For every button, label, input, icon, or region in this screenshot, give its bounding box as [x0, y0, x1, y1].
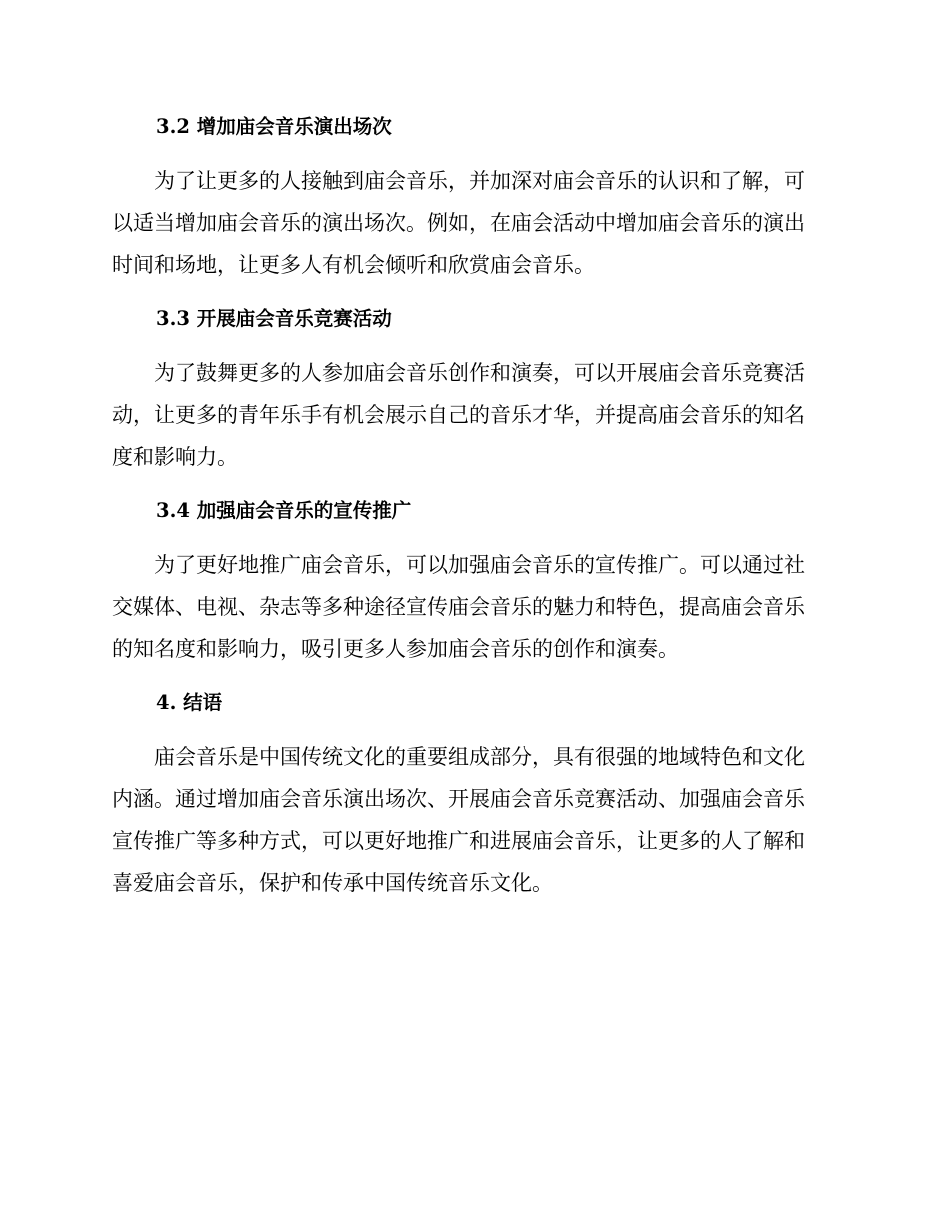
paragraph-line: 交媒体、电视、杂志等多种途径宣传庙会音乐的魅力和特色，提高庙会音乐	[112, 595, 805, 619]
paragraph-line: 为了让更多的人接触到庙会音乐，并加深对庙会音乐的认识和了解，可	[154, 169, 805, 193]
document-content	[112, 108, 830, 918]
section-3-3	[112, 300, 830, 478]
paragraph-line: 时间和场地，让更多人有机会倾听和欣赏庙会音乐。	[112, 253, 595, 277]
section-heading: 3.3 开展庙会音乐竞赛活动	[156, 307, 392, 330]
paragraph-line: 以适当增加庙会音乐的演出场次。例如，在庙会活动中增加庙会音乐的演出	[112, 211, 805, 235]
section-paragraph	[112, 736, 830, 904]
paragraph-line: 为了鼓舞更多的人参加庙会音乐创作和演奏，可以开展庙会音乐竞赛活	[154, 361, 805, 385]
section-3-4	[112, 492, 830, 670]
section-paragraph	[112, 160, 830, 286]
paragraph-line: 庙会音乐是中国传统文化的重要组成部分，具有很强的地域特色和文化	[154, 745, 805, 769]
paragraph-line: 喜爱庙会音乐，保护和传承中国传统音乐文化。	[112, 871, 553, 895]
paragraph-line: 内涵。通过增加庙会音乐演出场次、开展庙会音乐竞赛活动、加强庙会音乐	[112, 787, 805, 811]
paragraph-line: 为了更好地推广庙会音乐，可以加强庙会音乐的宣传推广。可以通过社	[154, 553, 805, 577]
section-heading: 3.4 加强庙会音乐的宣传推广	[156, 499, 412, 522]
section-paragraph	[112, 352, 830, 478]
paragraph-line: 度和影响力。	[112, 445, 238, 469]
section-heading: 3.2 增加庙会音乐演出场次	[156, 115, 392, 138]
section-paragraph	[112, 544, 830, 670]
paragraph-line: 的知名度和影响力，吸引更多人参加庙会音乐的创作和演奏。	[112, 637, 679, 661]
section-4-conclusion	[112, 684, 830, 904]
section-3-2	[112, 108, 830, 286]
section-heading: 4. 结语	[156, 691, 223, 714]
paragraph-line: 宣传推广等多种方式，可以更好地推广和进展庙会音乐，让更多的人了解和	[112, 829, 805, 853]
paragraph-line: 动，让更多的青年乐手有机会展示自己的音乐才华，并提高庙会音乐的知名	[112, 403, 805, 427]
